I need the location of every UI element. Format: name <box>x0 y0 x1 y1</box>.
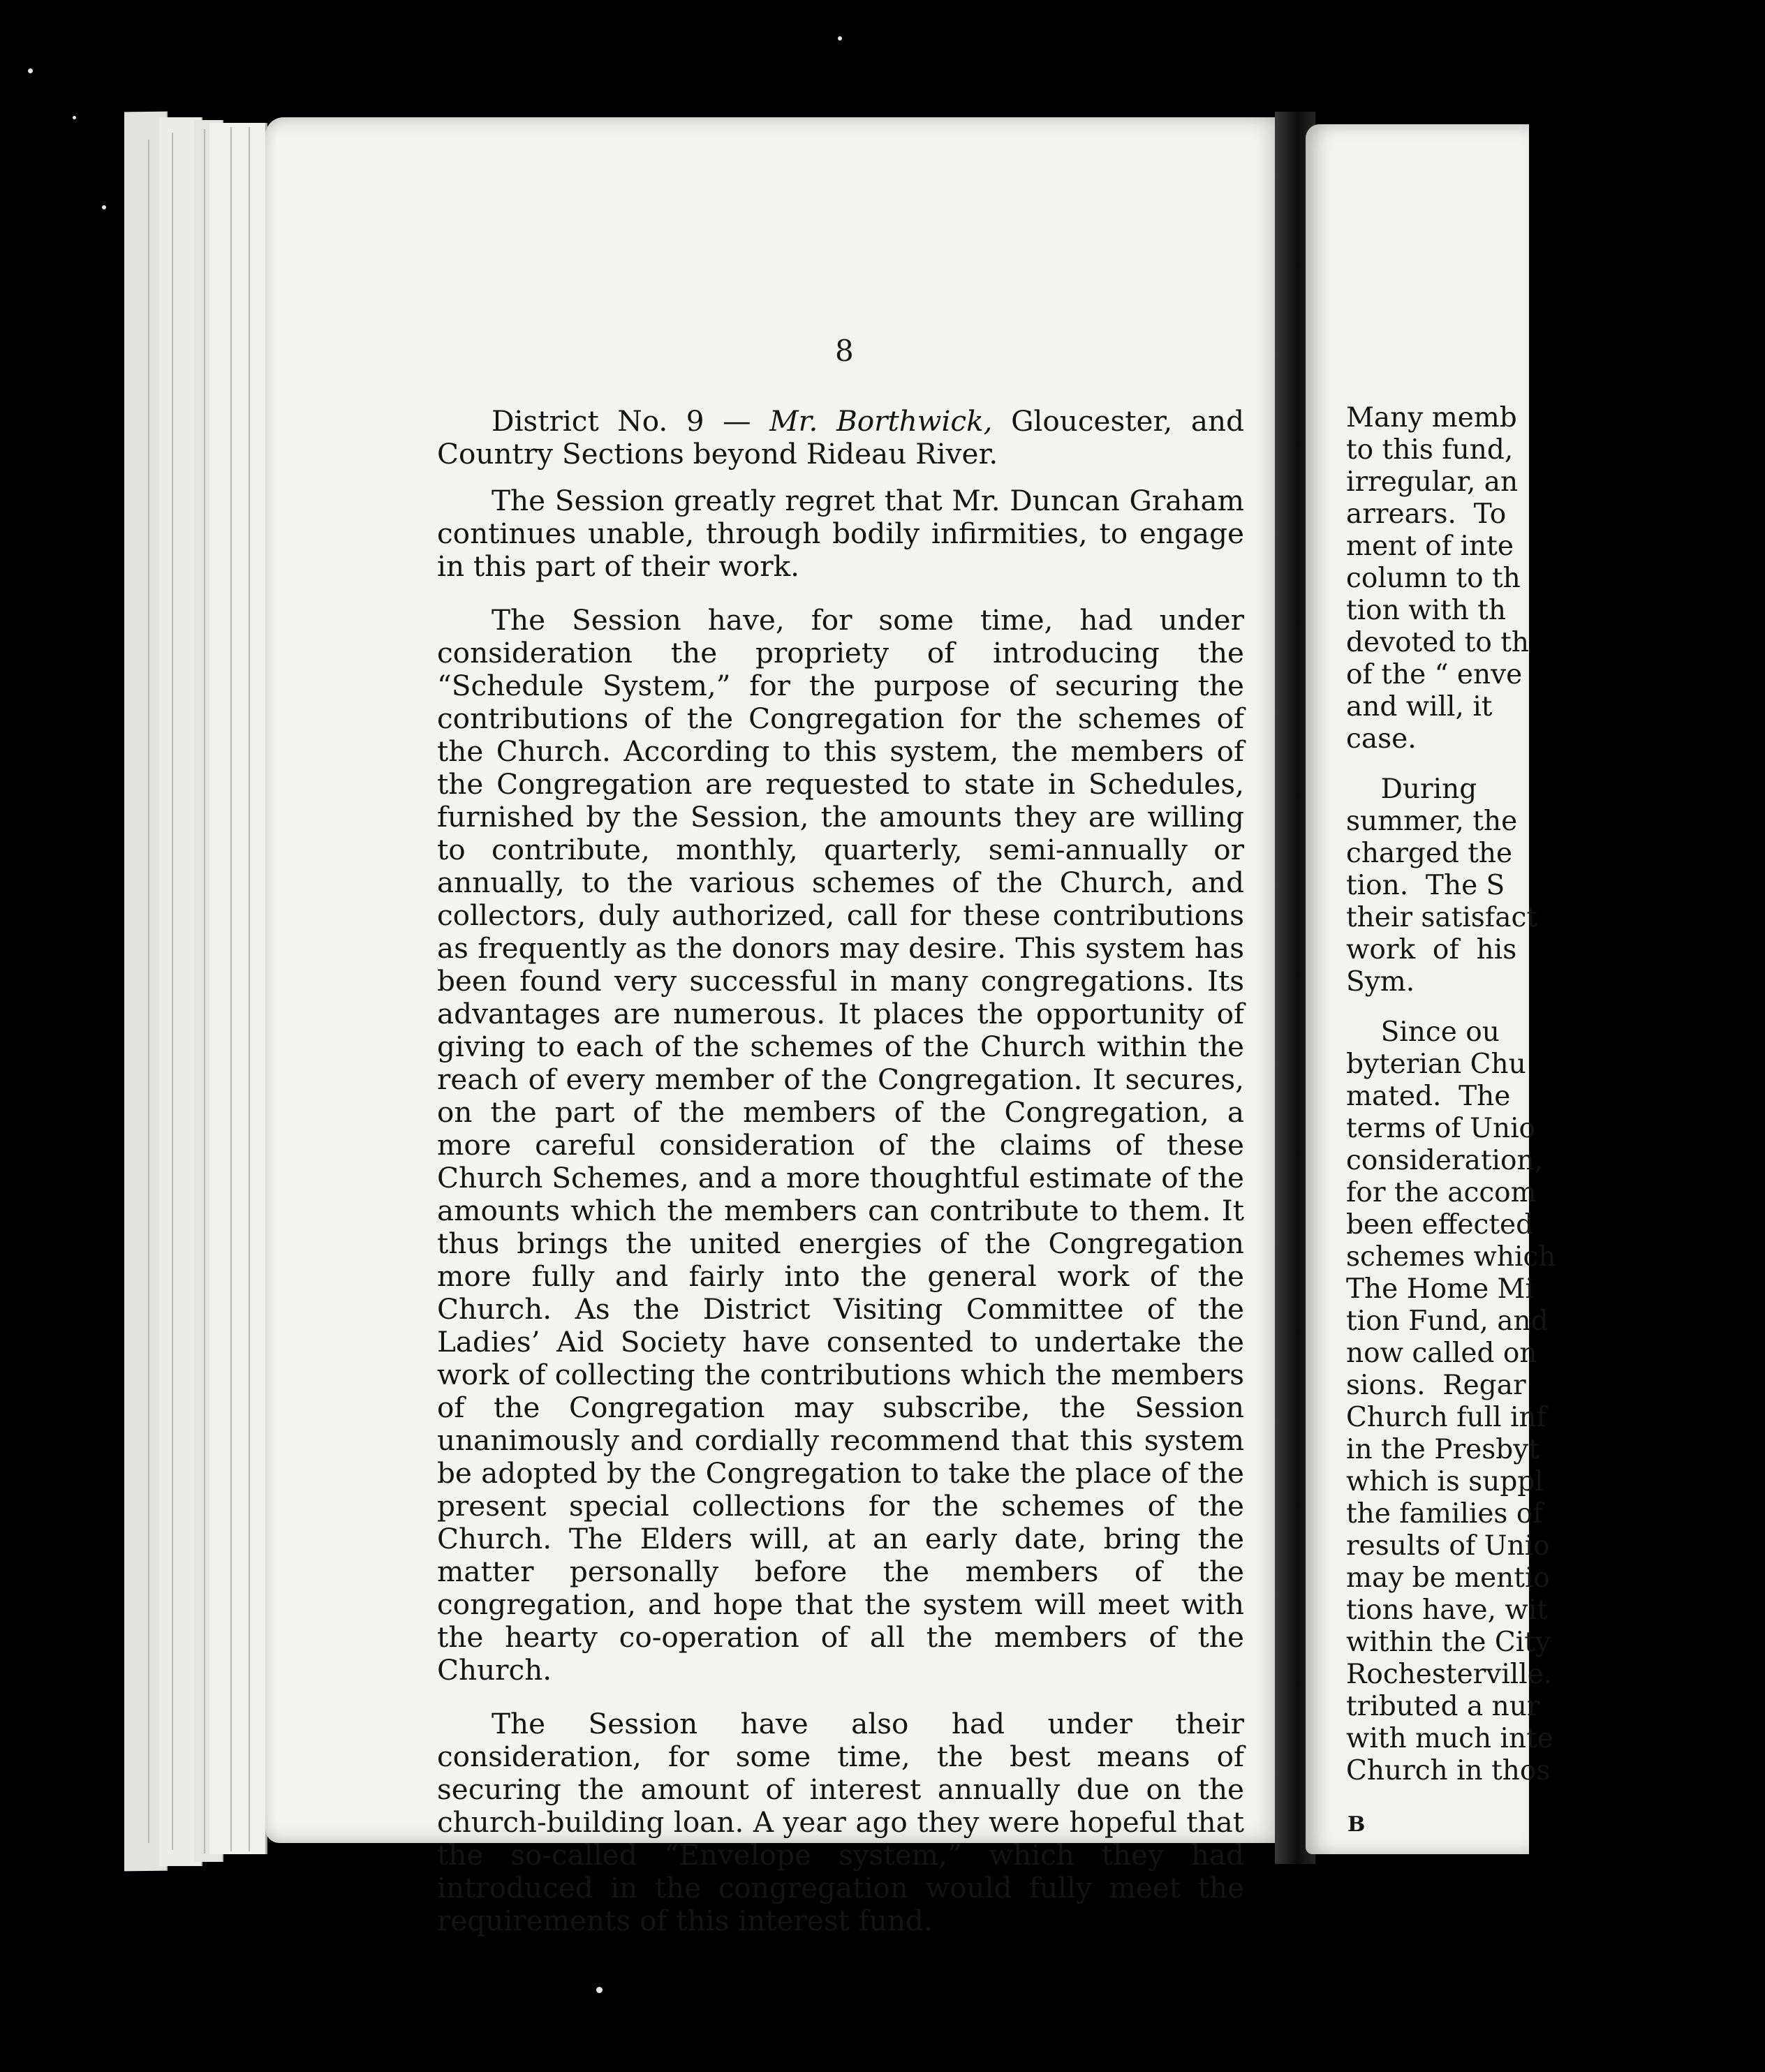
right-page-line: byterian Chu <box>1346 1049 1526 1080</box>
right-page-line: the families of <box>1346 1498 1543 1530</box>
right-page-line: irregular, an <box>1346 466 1519 498</box>
right-page-line: for the accom <box>1346 1177 1537 1208</box>
right-page-line: of the “ enve <box>1346 659 1523 690</box>
right-page-line: results of Unio <box>1346 1530 1550 1562</box>
right-page-line: tions have, wit <box>1346 1594 1548 1626</box>
district-heading-prefix: District No. 9 — <box>492 404 770 438</box>
right-page-line: The Home Mi <box>1346 1273 1534 1305</box>
right-page-line: Rochesterville. <box>1346 1659 1553 1690</box>
page-edge-line <box>249 127 250 1851</box>
dust-speck <box>838 36 842 40</box>
right-page-line: ment of inte <box>1346 531 1514 562</box>
district-heading-name: Mr. Borthwick, <box>769 404 993 438</box>
district-heading-rest: Gloucester, and Country Sections beyond Rideau River. <box>437 404 1244 471</box>
right-page-line: terms of Unio <box>1346 1113 1536 1144</box>
right-page-line: tributed a nur <box>1346 1691 1540 1722</box>
right-page-line: schemes which <box>1346 1241 1556 1273</box>
right-page-line: consideration, <box>1346 1145 1544 1176</box>
right-page-line: Since ou <box>1346 1016 1500 1048</box>
paragraph: The Session have, for some time, had under consideration the propriety of introducing the “Schedule System,” for the purpose of securing the contributions of the Congregation for the schemes of the Church. According to this system, the members of the Congregation are requested to state in Schedules, furnished by the Session, the amounts they are willing to contribute, monthly, quarterly, semi-annually or annually, to the various schemes of the Church, and collectors, duly authorized, call for these contributions as frequently as the donors may desire. This system has been found very successful in many congregations. Its advantages are numerous. It places the opportunity of giving to each of the schemes of the Church within the reach of every member of the Congregation. It secures, on the part of the members of the Congregation, a more careful consideration of the claims of these Church Schemes, and a more thoughtful estimate of the amounts which the members can contribute to them. It thus brings the united energies of the Congregation more fully and fairly into the general work of the Church. As the District Visiting Committee of the Ladies’ Aid Society have consented to undertake the work of collecting the contributions which the members of the Congregation may subscribe, the Session unanimously and cordially recommend that this system be adopted by the Congregation to take the place of the present special collections for the schemes of the Church. The Elders will, at an early date, bring the matter personally before the members of the congregation, and hope that the system will meet with the hearty co-operation of all the members of the Church. <box>437 603 1244 1687</box>
paragraph: The Session have also had under their consideration, for some time, the best means of securing the amount of interest annually due on the church-building loan. A year ago they were hopeful that the so-called “Envelope system,” which they had introduced in the congregation would fully meet the requirements of this interest fund. <box>437 1707 1244 1937</box>
right-page-line: mated. The <box>1346 1081 1511 1112</box>
dust-speck <box>73 116 76 119</box>
right-page-line: sions. Regar <box>1346 1370 1526 1401</box>
page-edge-line <box>204 129 205 1853</box>
page-edge <box>209 123 267 1854</box>
right-page-line: been effected <box>1346 1209 1534 1241</box>
right-page <box>1306 124 1556 1854</box>
right-page-line: summer, the <box>1346 806 1518 837</box>
right-page-line: Many memb <box>1346 402 1517 434</box>
right-page-line: charged the <box>1346 838 1513 869</box>
right-page-line: which is suppl <box>1346 1466 1544 1497</box>
right-page-line: tion. The S <box>1346 870 1505 901</box>
right-page-line: During <box>1346 774 1477 805</box>
right-page-line: arrears. To <box>1346 498 1507 530</box>
right-page-line: with much inte <box>1346 1723 1553 1754</box>
dust-speck <box>28 68 33 73</box>
right-page-line: in the Presbyt <box>1346 1434 1539 1465</box>
page-edge-line <box>230 127 232 1851</box>
right-page-line: their satisfact <box>1346 902 1538 933</box>
right-page-line: Sym. <box>1346 966 1415 998</box>
district-heading <box>437 405 1244 471</box>
right-page-line: to this fund, <box>1346 434 1514 466</box>
left-page-text <box>437 405 1244 1958</box>
right-page-line: may be mentio <box>1346 1562 1550 1594</box>
page-number: 8 <box>835 334 854 368</box>
paragraph: The Session greatly regret that Mr. Duncan Graham continues unable, through bodily infirmities, to engage in this part of their work. <box>437 484 1244 583</box>
right-page-line: tion Fund, and <box>1346 1305 1549 1337</box>
right-page-line: devoted to th <box>1346 627 1530 658</box>
right-page-line: now called on <box>1346 1338 1537 1369</box>
right-page-line: Church full inf <box>1346 1402 1546 1433</box>
right-page-line <box>1346 755 1765 774</box>
right-page-line: work of his <box>1346 934 1517 965</box>
dust-speck <box>596 1987 603 1993</box>
dust-speck <box>102 205 106 209</box>
page-edge-line <box>172 133 173 1850</box>
right-page-line: and will, it <box>1346 691 1493 723</box>
page-edge-line <box>148 140 149 1843</box>
right-page-line: case. <box>1346 723 1417 755</box>
right-page-line: column to th <box>1346 563 1521 594</box>
right-page-line: tion with th <box>1346 595 1506 626</box>
right-page-line: within the City <box>1346 1627 1551 1658</box>
right-page-line: Church in thos <box>1346 1755 1551 1786</box>
right-page-line <box>1346 998 1765 1016</box>
signature-mark: B <box>1347 1812 1366 1837</box>
right-page-text <box>1346 402 1765 1787</box>
